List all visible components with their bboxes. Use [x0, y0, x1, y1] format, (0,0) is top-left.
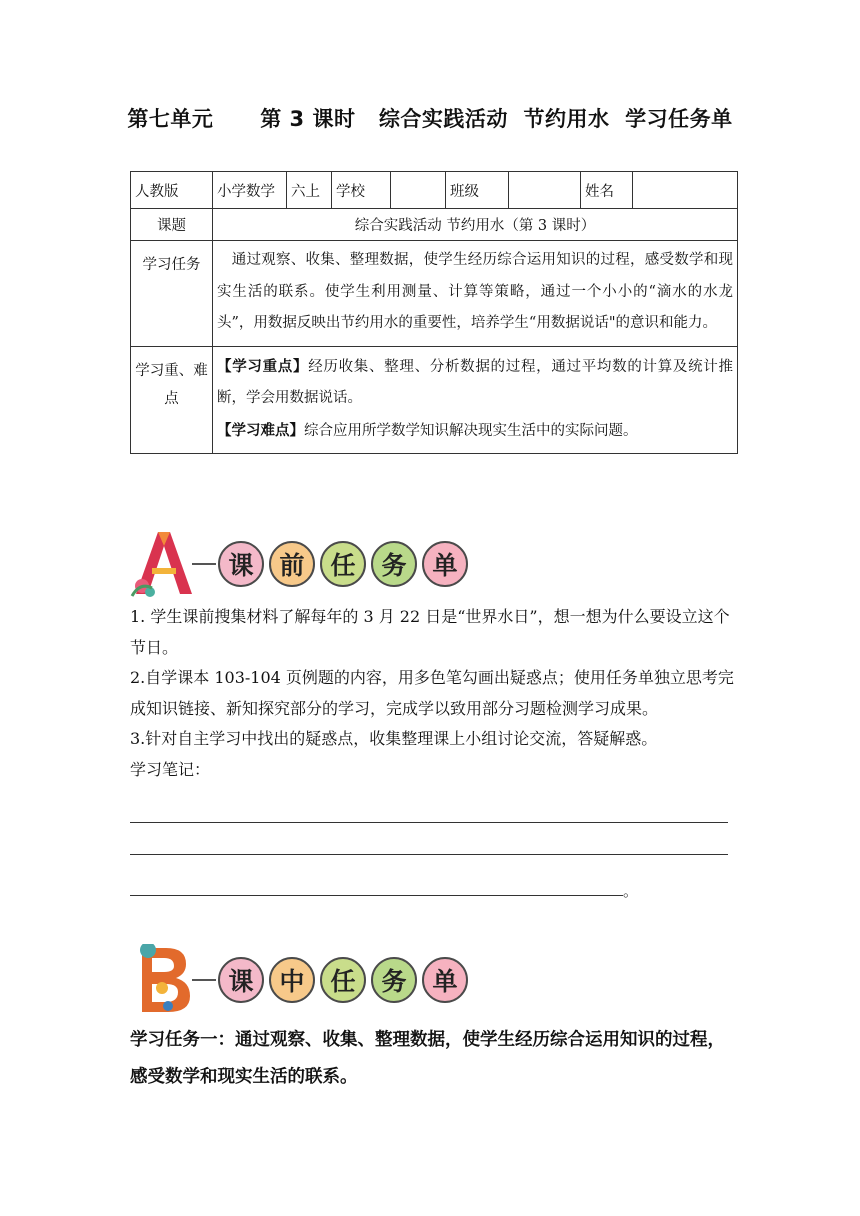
- banner-char-4: 务: [371, 541, 417, 587]
- banner-char-5: 单: [422, 541, 468, 587]
- publisher-cell: 人教版: [131, 172, 213, 209]
- topic-label: 课题: [131, 209, 213, 241]
- note-line: [130, 822, 728, 823]
- note-line: [130, 854, 728, 855]
- notes-area[interactable]: [130, 822, 728, 900]
- key-cell: [213, 346, 738, 454]
- section-b-banner: [128, 944, 473, 1016]
- class-label: 班级: [446, 172, 509, 209]
- list-item: 1. 学生课前搜集材料了解每年的 3 月 22 日是“世界水日”，想一想为什么要设立这个节日。: [130, 607, 730, 657]
- grade-cell: 六上: [287, 172, 332, 209]
- key-point-tag: 【学习重点】: [217, 357, 309, 375]
- name-label: 姓名: [581, 172, 633, 209]
- task-value: 通过观察、收集、整理数据，使学生经历综合运用知识的过程，感受数学和现实生活的联系。使学生利用测量、计算等策略，通过一个小小的“滴水的水龙头”，用数据反映出节约用水的重要性，培养学生“用数据说话"的意识和能力。: [213, 241, 738, 347]
- banner-char-3: 任: [320, 957, 366, 1003]
- page-title: 第七单元 第 3 课时 综合实践活动 节约用水 学习任务单: [127, 107, 733, 131]
- difficulty-tag: 【学习难点】: [217, 421, 304, 439]
- banner-char-5: 单: [422, 957, 468, 1003]
- school-label: 学校: [332, 172, 391, 209]
- note-end-mark: 。: [623, 882, 639, 900]
- subject-cell: 小学数学: [213, 172, 287, 209]
- banner-char-4: 务: [371, 957, 417, 1003]
- difficulty-text: 综合应用所学数学知识解决现实生活中的实际问题。: [304, 422, 638, 439]
- list-item: 3.针对自主学习中找出的疑惑点，收集整理课上小组讨论交流，答疑解惑。: [130, 729, 658, 748]
- notes-label: 学习笔记：: [130, 759, 211, 779]
- banner-char-1: 课: [218, 957, 264, 1003]
- letter-b-icon: [128, 944, 198, 1016]
- info-table: [130, 171, 738, 454]
- banner-char-1: 课: [218, 541, 264, 587]
- banner-char-2: 中: [269, 957, 315, 1003]
- school-field[interactable]: [391, 172, 446, 209]
- section-a-banner: [128, 528, 473, 600]
- list-item: 2.自学课本 103-104 页例题的内容，用多色笔勾画出疑惑点；使用任务单独立思考完成知识链接、新知探究部分的学习，完成学以致用部分习题检测学习成果。: [130, 668, 734, 718]
- letter-a-icon: [128, 528, 198, 600]
- section-a-list: [130, 602, 735, 785]
- topic-value: 综合实践活动 节约用水（第 3 课时）: [213, 209, 738, 241]
- key-point-text: 经历收集、整理、分析数据的过程，通过平均数的计算及统计推断，学会用数据说话。: [217, 358, 734, 406]
- key-label: 学习重、难点: [131, 346, 213, 454]
- task-label: 学习任务: [131, 241, 213, 347]
- class-field[interactable]: [509, 172, 581, 209]
- note-line-last: [130, 882, 728, 900]
- banner-char-3: 任: [320, 541, 366, 587]
- task-one-heading: 学习任务一：通过观察、收集、整理数据，使学生经历综合运用知识的过程，感受数学和现实生活的联系。: [130, 1030, 725, 1087]
- name-field[interactable]: [633, 172, 738, 209]
- banner-char-2: 前: [269, 541, 315, 587]
